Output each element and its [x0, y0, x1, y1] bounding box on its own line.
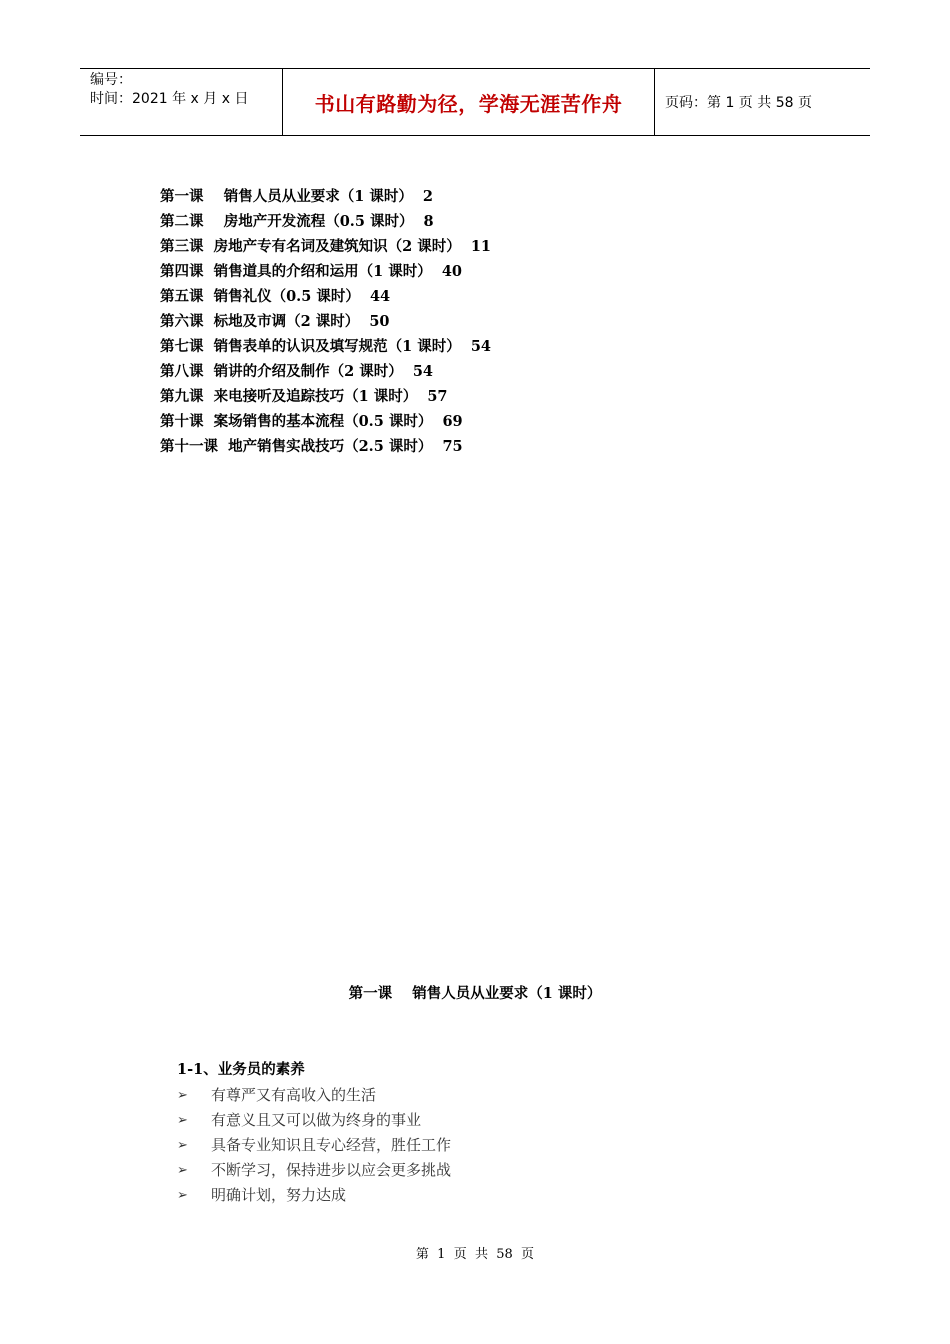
page-footer: 第 1 页 共 58 页 — [415, 1247, 535, 1262]
list-item-text: 有意义且又可以做为终身的事业 — [211, 1111, 422, 1129]
toc-item: 第七课 销售表单的认识及填写规范（1 课时） 54 — [160, 338, 492, 355]
arrow-bullet-icon: ➢ — [177, 1138, 188, 1153]
time-label: 时间：2021 年 x 月 x 日 — [90, 91, 249, 107]
arrow-bullet-icon: ➢ — [177, 1113, 188, 1128]
toc-item: 第九课 来电接听及追踪技巧（1 课时） 57 — [160, 388, 448, 405]
table-of-contents — [160, 184, 491, 459]
list-item — [177, 1183, 451, 1208]
section-title: 第一课 销售人员从业要求（1 课时） — [348, 985, 602, 1002]
arrow-bullet-icon: ➢ — [177, 1088, 188, 1103]
list-item — [177, 1108, 451, 1133]
header-page-label: 页码：第 1 页 共 58 页 — [665, 95, 812, 111]
list-item — [177, 1158, 451, 1183]
toc-item: 第二课 房地产开发流程（0.5 课时） 8 — [160, 213, 434, 230]
section-subheading: 1-1、业务员的素养 — [177, 1061, 305, 1078]
arrow-bullet-icon: ➢ — [177, 1188, 188, 1203]
list-item — [177, 1083, 451, 1108]
toc-item: 第十课 案场销售的基本流程（0.5 课时） 69 — [160, 413, 463, 430]
list-item — [177, 1133, 451, 1158]
toc-item: 第八课 销讲的介绍及制作（2 课时） 54 — [160, 363, 434, 380]
toc-item: 第三课 房地产专有名词及建筑知识（2 课时） 11 — [160, 238, 492, 255]
arrow-bullet-icon: ➢ — [177, 1163, 188, 1178]
header-meta — [80, 69, 282, 135]
list-item-text: 明确计划，努力达成 — [211, 1186, 347, 1204]
bullet-list — [177, 1083, 451, 1208]
list-item-text: 不断学习，保持进步以应会更多挑战 — [211, 1161, 452, 1179]
toc-item: 第十一课 地产销售实战技巧（2.5 课时） 75 — [160, 438, 463, 455]
list-item-text: 具备专业知识且专心经营，胜任工作 — [211, 1136, 452, 1154]
toc-item: 第五课 销售礼仪（0.5 课时） 44 — [160, 288, 391, 305]
page-header — [80, 68, 870, 136]
list-item-text: 有尊严又有高收入的生活 — [211, 1086, 377, 1104]
toc-item: 第四课 销售道具的介绍和运用（1 课时） 40 — [160, 263, 463, 280]
header-motto: 书山有路勤为径，学海无涯苦作舟 — [282, 69, 655, 135]
number-label: 编号： — [90, 72, 132, 88]
toc-item: 第一课 销售人员从业要求（1 课时） 2 — [160, 188, 434, 205]
toc-item: 第六课 标地及市调（2 课时） 50 — [160, 313, 390, 330]
